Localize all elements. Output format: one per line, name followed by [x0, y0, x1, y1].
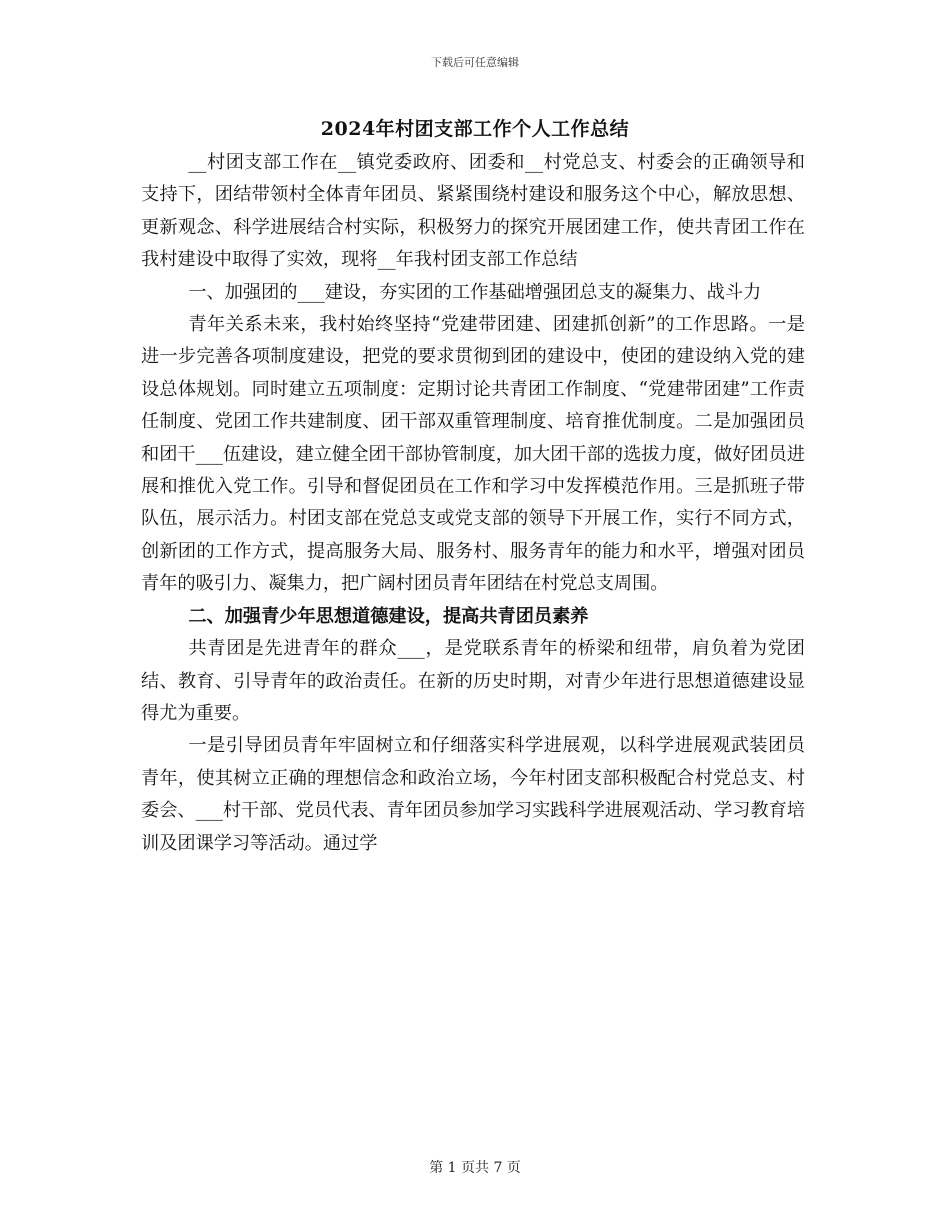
page-footer: 第 1 页共 7 页 — [429, 1160, 521, 1176]
paragraph-intro: __村团支部工作在__镇党委政府、团委和__村党总支、村委会的正确领导和支持下，团结带领村全体青年团员、紧紧围绕村建设和服务这个中心，解放思想、更新观念、科学进展结合村实际，积极努力的探究开展团建工作，使共青团工作在我村建设中取得了实效，现将__年我村团支部工作总结 — [141, 152, 805, 271]
section-heading-2: 二、加强青少年思想道德建设，提高共青团员素养 — [188, 605, 589, 627]
paragraph-section-1: 青年关系未来，我村始终坚持“党建带团建、团建抓创新”的工作思路。一是进一步完善各项制度建设，把党的要求贯彻到团的建设中，使团的建设纳入党的建设总体规划。同时建立五项制度：定期讨论共青团工作制度、“党建带团建”工作责任制度、党团工作共建制度、团干部双重管理制度、培育推优制度。二是加强团员和团干___伍建设，建立健全团干部协管制度，加大团干部的选拔力度，做好团员进展和推优入党工作。引导和督促团员在工作和学习中发挥模范作用。三是抓班子带队伍，展示活力。村团支部在党总支或党支部的领导下开展工作，实行不同方式，创新团的工作方式，提高服务大局、服务村、服务青年的能力和水平，增强对团员青年的吸引力、凝集力，把广阔村团员青年团结在村党总支周围。 — [141, 314, 805, 595]
header-note: 下载后可任意编辑 — [431, 56, 519, 69]
document-body — [141, 147, 805, 860]
page-title: 2024年村团支部工作个人工作总结 — [320, 118, 630, 140]
paragraph-section-2: 共青团是先进青年的群众___，是党联系青年的桥梁和纽带，肩负着为党团结、教育、引导青年的政治责任。在新的历史时期，对青少年进行思想道德建设显得尤为重要。 — [141, 638, 805, 724]
paragraph-section-2-item-1: 一是引导团员青年牢固树立和仔细落实科学进展观，以科学进展观武装团员青年，使其树立正确的理想信念和政治立场，今年村团支部积极配合村党总支、村委会、___村干部、党员代表、青年团员参加学习实践科学进展观活动、学习教育培训及团课学习等活动。通过学 — [141, 735, 805, 854]
section-heading-1: 一、加强团的___建设，夯实团的工作基础增强团总支的凝集力、战斗力 — [188, 281, 762, 303]
